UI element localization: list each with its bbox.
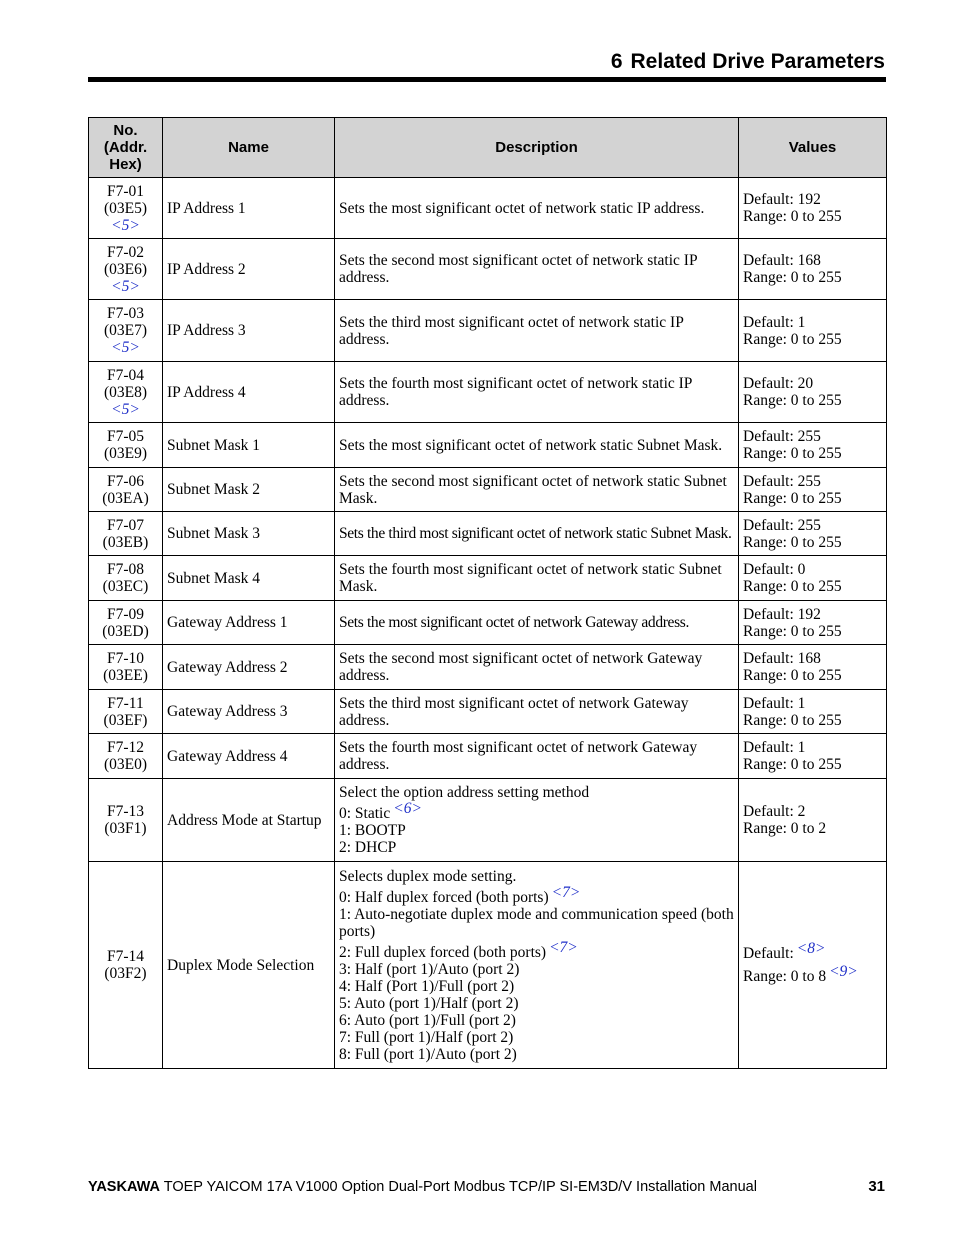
values-text: Range: 0 to 8 xyxy=(743,968,827,985)
description-text: 3: Half (port 1)/Auto (port 2) xyxy=(339,960,520,978)
parameter-name: IP Address 3 xyxy=(163,300,335,362)
description-text: Select the option address setting method xyxy=(339,784,590,801)
values-text: Range: 0 to 255 xyxy=(743,489,842,507)
parameter-number-cell xyxy=(89,862,163,1069)
parameter-values xyxy=(739,601,887,645)
parameter-code: F7-07 xyxy=(106,516,145,534)
values-text: Default: 1 xyxy=(743,739,806,756)
parameter-values xyxy=(739,468,887,512)
description-text: 7: Full (port 1)/Half (port 2) xyxy=(339,1028,514,1046)
description-text: 5: Auto (port 1)/Half (port 2) xyxy=(339,994,519,1012)
parameter-number-cell xyxy=(89,300,163,362)
values-line xyxy=(743,314,882,331)
parameter-number-cell xyxy=(89,512,163,556)
values-line xyxy=(743,208,882,225)
description-text: Sets the most significant octet of network static Subnet Mask. xyxy=(339,436,723,454)
description-line xyxy=(339,906,734,940)
parameter-number-cell xyxy=(89,468,163,512)
column-header-description: Description xyxy=(335,118,739,178)
parameter-description xyxy=(335,779,739,862)
parameter-address: (03ED) xyxy=(102,622,149,640)
values-text: Default: 168 xyxy=(743,650,821,667)
parameter-number-cell xyxy=(89,734,163,779)
parameter-address: (03E8) xyxy=(103,383,148,401)
parameter-name: Gateway Address 2 xyxy=(163,645,335,690)
parameter-address: (03E6) xyxy=(103,260,148,278)
parameter-name: IP Address 4 xyxy=(163,362,335,423)
parameter-address: (03EF) xyxy=(103,711,148,729)
description-line xyxy=(339,1046,734,1063)
parameter-code: F7-12 xyxy=(106,739,145,756)
values-text: Range: 0 to 255 xyxy=(743,622,842,640)
parameter-description xyxy=(335,468,739,512)
values-line xyxy=(743,606,882,623)
description-line xyxy=(339,883,734,906)
section-number: 6 xyxy=(610,50,623,73)
values-line xyxy=(743,712,882,729)
values-text: Default: 255 xyxy=(743,428,821,445)
table-row xyxy=(89,556,887,601)
description-line xyxy=(339,650,734,684)
table-row xyxy=(89,645,887,690)
parameter-name: Subnet Mask 4 xyxy=(163,556,335,601)
parameter-description xyxy=(335,178,739,239)
footnote-link[interactable]: <9> xyxy=(829,963,858,980)
column-header-no-line: Hex) xyxy=(109,156,142,173)
description-text: Sets the second most significant octet of network Gateway address. xyxy=(339,650,703,684)
parameter-description xyxy=(335,423,739,468)
values-line xyxy=(743,623,882,640)
parameter-code: F7-08 xyxy=(106,561,145,578)
description-line xyxy=(339,938,734,961)
values-text: Range: 0 to 255 xyxy=(743,269,842,286)
section-title-text: Related Drive Parameters xyxy=(630,50,885,73)
values-text: Default: 192 xyxy=(743,605,821,623)
parameter-address: (03F2) xyxy=(104,965,147,982)
description-line xyxy=(339,978,734,995)
parameter-name: Duplex Mode Selection xyxy=(163,862,335,1069)
table-row xyxy=(89,362,887,423)
parameter-address: (03E7) xyxy=(103,322,148,339)
table-row xyxy=(89,734,887,779)
description-line xyxy=(339,200,734,217)
footnote-link[interactable]: <7> xyxy=(551,883,581,901)
parameter-name: Subnet Mask 1 xyxy=(163,423,335,468)
values-text: Range: 0 to 255 xyxy=(743,330,842,348)
parameter-code: F7-03 xyxy=(106,305,145,322)
parameter-name: Subnet Mask 3 xyxy=(163,512,335,556)
values-line xyxy=(743,191,882,208)
column-header-no xyxy=(89,118,163,178)
parameter-number-cell xyxy=(89,423,163,468)
parameter-code: F7-10 xyxy=(106,650,145,667)
parameter-values xyxy=(739,862,887,1069)
table-row xyxy=(89,423,887,468)
values-text: Range: 0 to 255 xyxy=(743,711,842,729)
table-body xyxy=(89,178,887,1069)
parameter-number-cell xyxy=(89,779,163,862)
parameter-description xyxy=(335,239,739,300)
footer xyxy=(88,1179,885,1195)
description-text: Sets the most significant octet of network static IP address. xyxy=(339,199,705,217)
description-line xyxy=(339,995,734,1012)
table-row xyxy=(89,300,887,362)
description-text: 0: Half duplex forced (both ports) xyxy=(339,888,549,906)
values-text: Default: 20 xyxy=(743,375,814,392)
parameter-values xyxy=(739,512,887,556)
values-line xyxy=(743,820,882,837)
parameter-values xyxy=(739,556,887,601)
values-line xyxy=(743,428,882,445)
parameter-description xyxy=(335,690,739,734)
parameter-code: F7-01 xyxy=(106,182,145,200)
parameter-description xyxy=(335,645,739,690)
parameter-name: Subnet Mask 2 xyxy=(163,468,335,512)
parameters-table xyxy=(88,117,887,1069)
description-text: Sets the most significant octet of network Gateway address. xyxy=(339,614,689,631)
column-header-no-line: No. xyxy=(113,122,138,139)
parameter-description xyxy=(335,862,739,1069)
footnote-link[interactable]: <5> xyxy=(111,339,140,356)
values-text: Range: 0 to 255 xyxy=(743,392,842,409)
description-text: Sets the second most significant octet of network static IP address. xyxy=(339,252,698,286)
description-line xyxy=(339,1012,734,1029)
parameter-code: F7-02 xyxy=(106,243,145,261)
parameter-address: (03EB) xyxy=(102,533,149,551)
description-line xyxy=(339,1029,734,1046)
parameter-code: F7-13 xyxy=(106,803,145,820)
values-text: Default: 255 xyxy=(743,472,821,490)
values-line xyxy=(743,534,882,551)
values-text: Range: 0 to 255 xyxy=(743,533,842,551)
values-text: Default: 168 xyxy=(743,252,821,269)
parameter-name: Gateway Address 1 xyxy=(163,601,335,645)
description-line xyxy=(339,437,734,454)
footnote-link[interactable]: <6> xyxy=(393,800,422,817)
values-line xyxy=(743,375,882,392)
parameter-description xyxy=(335,734,739,779)
parameter-address: (03EC) xyxy=(102,578,149,595)
footnote-link[interactable]: <5> xyxy=(111,400,140,418)
parameter-address: (03EE) xyxy=(103,667,148,684)
parameter-name: Gateway Address 4 xyxy=(163,734,335,779)
description-line xyxy=(339,252,734,286)
values-text: Range: 0 to 255 xyxy=(743,445,842,462)
table-header-row xyxy=(89,118,887,178)
description-text: Sets the second most significant octet of network static Subnet Mask. xyxy=(339,472,727,507)
description-line xyxy=(339,614,734,631)
parameter-number-cell xyxy=(89,362,163,423)
section-title xyxy=(611,50,885,74)
description-text: Sets the fourth most significant octet of network static Subnet Mask. xyxy=(339,561,722,595)
parameter-name: Address Mode at Startup xyxy=(163,779,335,862)
values-line xyxy=(743,940,882,962)
description-text: Sets the fourth most significant octet of network Gateway address. xyxy=(339,739,698,773)
values-text: Default: 255 xyxy=(743,516,821,534)
description-text: 1: Auto-negotiate duplex mode and communication speed (both ports) xyxy=(339,905,734,940)
values-text: Range: 0 to 2 xyxy=(743,820,827,837)
parameter-code: F7-06 xyxy=(106,472,145,490)
values-line xyxy=(743,578,882,595)
description-text: 1: BOOTP xyxy=(339,822,406,839)
description-text: 2: DHCP xyxy=(339,839,397,856)
parameter-address: (03EA) xyxy=(102,489,149,507)
values-line xyxy=(743,269,882,286)
footer-brand: YASKAWA xyxy=(88,1179,160,1195)
description-line xyxy=(339,314,734,348)
values-line xyxy=(743,445,882,462)
column-header-no-line: (Addr. xyxy=(103,139,148,156)
description-text: 2: Full duplex forced (both ports) xyxy=(339,943,547,961)
parameter-address: (03F1) xyxy=(104,820,147,837)
values-line xyxy=(743,252,882,269)
table-row xyxy=(89,512,887,556)
values-line xyxy=(743,490,882,507)
description-text: Sets the fourth most significant octet of network static IP address. xyxy=(339,375,692,409)
values-text: Range: 0 to 255 xyxy=(743,208,842,225)
values-line xyxy=(743,331,882,348)
parameter-description xyxy=(335,362,739,423)
description-line xyxy=(339,739,734,773)
parameter-description xyxy=(335,512,739,556)
page-number: 31 xyxy=(868,1178,885,1195)
description-line xyxy=(339,473,734,507)
parameter-code: F7-09 xyxy=(106,605,145,623)
parameter-code: F7-05 xyxy=(106,428,145,445)
column-header-values: Values xyxy=(739,118,887,178)
parameter-number-cell xyxy=(89,239,163,300)
description-line xyxy=(339,961,734,978)
description-line xyxy=(339,868,734,885)
parameter-name: Gateway Address 3 xyxy=(163,690,335,734)
table-row xyxy=(89,862,887,1069)
parameter-description xyxy=(335,300,739,362)
footnote-link[interactable]: <7> xyxy=(549,938,578,956)
parameter-name: IP Address 1 xyxy=(163,178,335,239)
column-header-name: Name xyxy=(163,118,335,178)
parameter-name: IP Address 2 xyxy=(163,239,335,300)
values-text: Range: 0 to 255 xyxy=(743,756,842,773)
parameter-values xyxy=(739,178,887,239)
table-row xyxy=(89,178,887,239)
parameter-values xyxy=(739,362,887,423)
parameter-number-cell xyxy=(89,690,163,734)
values-text: Default: 1 xyxy=(743,313,806,331)
values-line xyxy=(743,739,882,756)
table-row xyxy=(89,468,887,512)
parameter-description xyxy=(335,556,739,601)
parameter-values xyxy=(739,734,887,779)
values-line xyxy=(743,561,882,578)
values-line xyxy=(743,473,882,490)
parameter-description xyxy=(335,601,739,645)
values-line xyxy=(743,650,882,667)
parameter-code: F7-14 xyxy=(106,948,145,965)
parameter-values xyxy=(739,690,887,734)
parameter-number-cell xyxy=(89,645,163,690)
footnote-link[interactable]: <5> xyxy=(111,216,140,234)
title-rule xyxy=(88,77,886,82)
footnote-link[interactable]: <5> xyxy=(111,277,140,295)
values-text: Range: 0 to 255 xyxy=(743,667,842,684)
parameter-number-cell xyxy=(89,178,163,239)
description-text: 4: Half (Port 1)/Full (port 2) xyxy=(339,977,515,995)
parameter-values xyxy=(739,239,887,300)
values-line xyxy=(743,517,882,534)
description-text: 6: Auto (port 1)/Full (port 2) xyxy=(339,1011,516,1029)
description-line xyxy=(339,561,734,595)
table-row xyxy=(89,239,887,300)
parameter-values xyxy=(739,300,887,362)
parameter-address: (03E9) xyxy=(103,445,148,462)
description-line xyxy=(339,784,734,801)
values-text: Default: xyxy=(743,945,794,962)
table-row xyxy=(89,779,887,862)
values-line xyxy=(743,756,882,773)
footer-manual-title: TOEP YAICOM 17A V1000 Option Dual-Port Modbus TCP/IP SI-EM3D/V Installation Manual xyxy=(163,1179,757,1195)
parameter-values xyxy=(739,779,887,862)
values-text: Range: 0 to 255 xyxy=(743,578,842,595)
description-text: Sets the third most significant octet of network Gateway address. xyxy=(339,694,689,729)
values-text: Default: 0 xyxy=(743,561,806,578)
values-line xyxy=(743,803,882,820)
description-text: Sets the third most significant octet of network static Subnet Mask. xyxy=(339,525,732,542)
values-text: Default: 1 xyxy=(743,694,806,712)
parameter-address: (03E0) xyxy=(103,756,148,773)
parameter-number-cell xyxy=(89,556,163,601)
values-text: Default: 2 xyxy=(743,803,806,820)
parameter-values xyxy=(739,423,887,468)
description-line xyxy=(339,839,734,856)
description-text: Sets the third most significant octet of network static IP address. xyxy=(339,313,684,348)
footnote-link[interactable]: <8> xyxy=(796,940,826,957)
description-text: 8: Full (port 1)/Auto (port 2) xyxy=(339,1045,517,1063)
description-line xyxy=(339,525,734,542)
description-text: 0: Static xyxy=(339,805,391,822)
table-row xyxy=(89,690,887,734)
description-text: Selects duplex mode setting. xyxy=(339,867,517,885)
parameter-address: (03E5) xyxy=(103,199,148,217)
values-text: Default: 192 xyxy=(743,191,821,208)
values-line xyxy=(743,963,882,985)
parameter-number-cell xyxy=(89,601,163,645)
parameter-code: F7-11 xyxy=(107,694,144,712)
values-line xyxy=(743,392,882,409)
description-line xyxy=(339,822,734,839)
description-line xyxy=(339,375,734,409)
values-line xyxy=(743,695,882,712)
parameter-code: F7-04 xyxy=(106,366,145,384)
description-line xyxy=(339,695,734,729)
parameter-values xyxy=(739,645,887,690)
description-line xyxy=(339,800,734,822)
values-line xyxy=(743,667,882,684)
table-row xyxy=(89,601,887,645)
